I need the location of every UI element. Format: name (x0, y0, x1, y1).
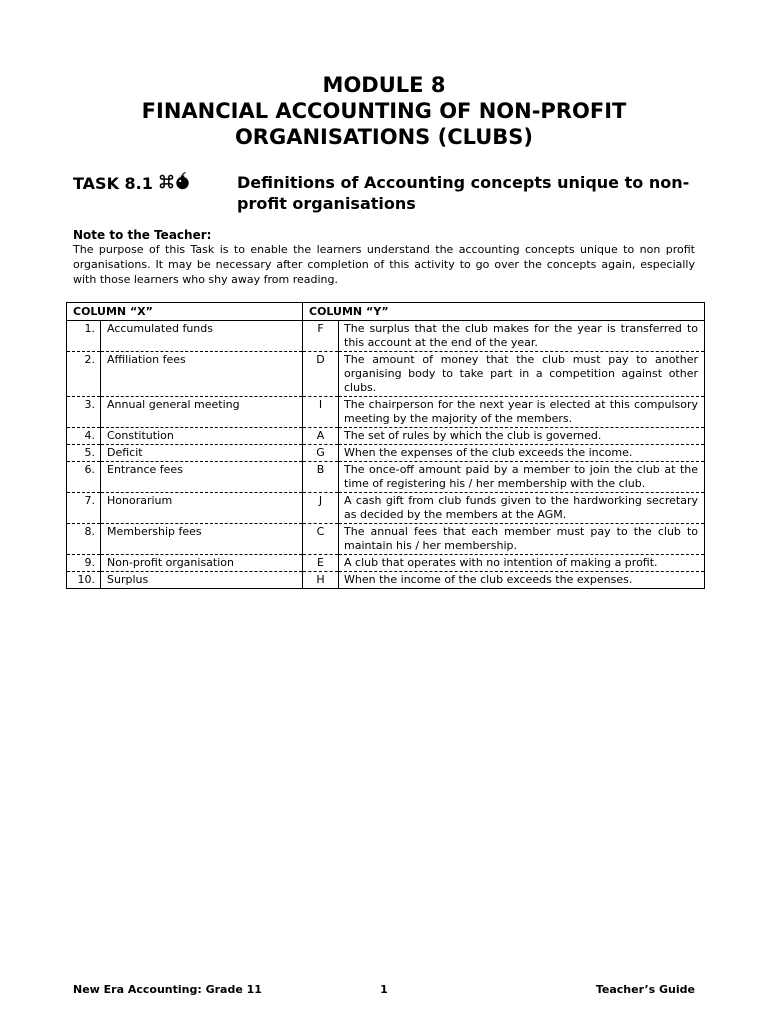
row-number: 6. (67, 462, 101, 493)
row-term: Non-profit organisation (101, 555, 303, 572)
row-number: 8. (67, 524, 101, 555)
row-definition: The surplus that the club makes for the year is transferred to this account at the end of the year. (344, 322, 698, 349)
row-number: 1. (67, 321, 101, 352)
row-number: 9. (67, 555, 101, 572)
command-key-icon (159, 173, 174, 194)
row-definition: When the income of the club exceeds the expenses. (339, 572, 705, 589)
row-number: 10. (67, 572, 101, 589)
row-definition: A club that operates with no intention of making a profit. (339, 555, 705, 572)
row-definition: The amount of money that the club must pay to another organising body to take part in a competition against other clubs. (339, 352, 705, 397)
row-number: 4. (67, 428, 101, 445)
row-term: Membership fees (101, 524, 303, 555)
row-definition: The chairperson for the next year is elected at this compulsory meeting by the majority of the members. (339, 397, 705, 428)
matching-table (66, 302, 705, 589)
table-row (67, 555, 705, 572)
table-body (67, 321, 705, 589)
footer-page-number: 1 (380, 983, 388, 996)
column-y-header: COLUMN “Y” (303, 303, 705, 321)
row-definition: The once-off amount paid by a member to join the club at the time of registering his / her membership with the club. (339, 462, 705, 493)
task-label (73, 172, 190, 195)
module-number: MODULE 8 (322, 73, 446, 97)
module-subtitle-line-2: ORGANISATIONS (CLUBS) (234, 125, 534, 149)
row-definition: The set of rules by which the club is governed. (339, 428, 705, 445)
table-row (67, 321, 705, 352)
table-row (67, 572, 705, 589)
bomb-icon (175, 172, 190, 195)
row-term: Honorarium (101, 493, 303, 524)
task-heading: Definitions of Accounting concepts unique to non-profit organisations (237, 173, 690, 213)
column-x-header: COLUMN “X” (67, 303, 303, 321)
table-row (67, 397, 705, 428)
row-term: Accumulated funds (101, 321, 303, 352)
row-answer-letter: A (303, 428, 339, 445)
row-number: 5. (67, 445, 101, 462)
row-number: 2. (67, 352, 101, 397)
footer-course-title: New Era Accounting: Grade 11 (73, 983, 262, 996)
table-row (67, 445, 705, 462)
task-icons (159, 172, 190, 195)
row-answer-letter: B (303, 462, 339, 493)
module-title (0, 72, 768, 150)
table-row (67, 352, 705, 397)
row-term: Entrance fees (101, 462, 303, 493)
task-number: TASK 8.1 (73, 174, 153, 193)
row-answer-letter: F (303, 321, 339, 352)
table-header-row (67, 303, 705, 321)
row-answer-letter: J (303, 493, 339, 524)
footer-guide-label: Teacher’s Guide (595, 983, 695, 996)
note-body: The purpose of this Task is to enable the learners understand the accounting concepts unique to non profit organisations. It may be necessary after completion of this activity to go over the concepts again, especially with those learners who shy away from reading. (73, 243, 695, 286)
row-definition: The annual fees that each member must pay to the club to maintain his / her membership. (339, 524, 705, 555)
row-answer-letter: E (303, 555, 339, 572)
row-number: 7. (67, 493, 101, 524)
page-footer (73, 983, 695, 999)
row-term: Surplus (101, 572, 303, 589)
table-row (67, 524, 705, 555)
row-term: Annual general meeting (101, 397, 303, 428)
row-term: Deficit (101, 445, 303, 462)
table-row (67, 462, 705, 493)
row-answer-letter: D (303, 352, 339, 397)
row-number: 3. (67, 397, 101, 428)
row-definition: When the expenses of the club exceeds the income. (339, 445, 705, 462)
note-title: Note to the Teacher: (73, 228, 212, 242)
table-row (67, 493, 705, 524)
table-row (67, 428, 705, 445)
row-answer-letter: C (303, 524, 339, 555)
row-answer-letter: H (303, 572, 339, 589)
module-subtitle-line-1: FINANCIAL ACCOUNTING OF NON-PROFIT (141, 99, 627, 123)
row-term: Constitution (101, 428, 303, 445)
row-definition: A cash gift from club funds given to the hardworking secretary as decided by the members at the AGM. (339, 493, 705, 524)
row-answer-letter: I (303, 397, 339, 428)
row-term: Affiliation fees (101, 352, 303, 397)
row-answer-letter: G (303, 445, 339, 462)
